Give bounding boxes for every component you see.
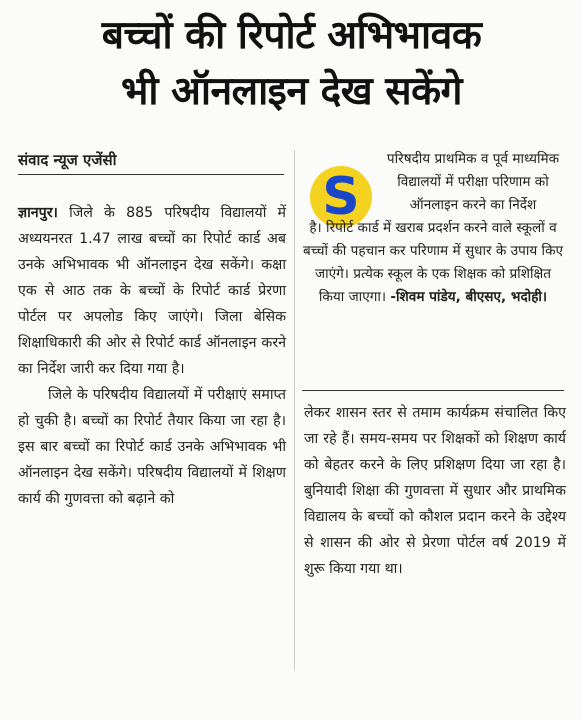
article-paragraph-1 (18, 200, 286, 382)
s-logo-icon: S (310, 166, 372, 228)
dateline: ज्ञानपुर। (18, 205, 58, 221)
quote-box-text (302, 148, 564, 309)
byline: संवाद न्यूज एजेंसी (18, 151, 117, 169)
headline-line-1: बच्चों की रिपोर्ट अभिभावक (101, 13, 482, 58)
quote-box-divider (302, 390, 564, 391)
headline-line-2: भी ऑनलाइन देख सकेंगे (120, 69, 462, 114)
article-right-column (304, 400, 566, 582)
article-paragraph-2: जिले के परिषदीय विद्यालयों में परीक्षाएं समाप्त हो चुकी है। बच्चों का रिपोर्ट तैयार किया जा रहा है। इस बार बच्चों का रिपोर्ट कार्ड उनके अभिभावक भी ऑनलाइन देख सकेंगे। परिषदीय विद्यालयों में शिक्षण कार्य की गुणवत्ता को बढ़ाने को (18, 387, 286, 507)
quote-box-body: है। रिपोर्ट कार्ड में खराब प्रदर्शन करने वाले स्कूलों व बच्चों की पहचान कर परिणाम में सुधार के उपाय किए जाएंगे। प्रत्येक स्कूल के एक शिक्षक को प्रशिक्षित किया जाएगा। (302, 220, 564, 305)
quote-credit: -शिवम पांडेय, बीएसए, भदोही। (390, 289, 548, 305)
quote-box-full-text (302, 217, 564, 309)
article-left-column (18, 200, 286, 512)
column-divider (294, 150, 295, 670)
byline-divider (18, 174, 284, 175)
quote-box (302, 148, 564, 384)
quote-box-wrap-text: परिषदीय प्राथमिक व पूर्व माध्यमिक विद्यालयों में परीक्षा परिणाम को ऑनलाइन करने का निर्देश (386, 151, 560, 213)
article-paragraph-3: लेकर शासन स्तर से तमाम कार्यक्रम संचालित किए जा रहे हैं। समय-समय पर शिक्षकों को शिक्षण कार्य को बेहतर करने के लिए प्रशिक्षण दिया जा रहा है। बुनियादी शिक्षा की गुणवत्ता में सुधार और प्राथमिक विद्यालय के बच्चों को कौशल प्रदान करने के उद्देश्य से शासन की ओर से प्रेरणा पोर्टल वर्ष 2019 में शुरू किया गया था। (304, 405, 566, 577)
paragraph-1-text: जिले के 885 परिषदीय विद्यालयों में अध्ययनरत 1.47 लाख बच्चों का रिपोर्ट कार्ड अब उनके अभिभावक भी ऑनलाइन देख सकेंगे। कक्षा एक से आठ तक के बच्चों के रिपोर्ट कार्ड प्रेरणा पोर्टल पर अपलोड किए जाएंगे। जिला बेसिक शिक्षाधिकारी की ओर से रिपोर्ट कार्ड ऑनलाइन करने का निर्देश जारी कर दिया गया है। (18, 205, 287, 377)
headline (0, 8, 583, 120)
